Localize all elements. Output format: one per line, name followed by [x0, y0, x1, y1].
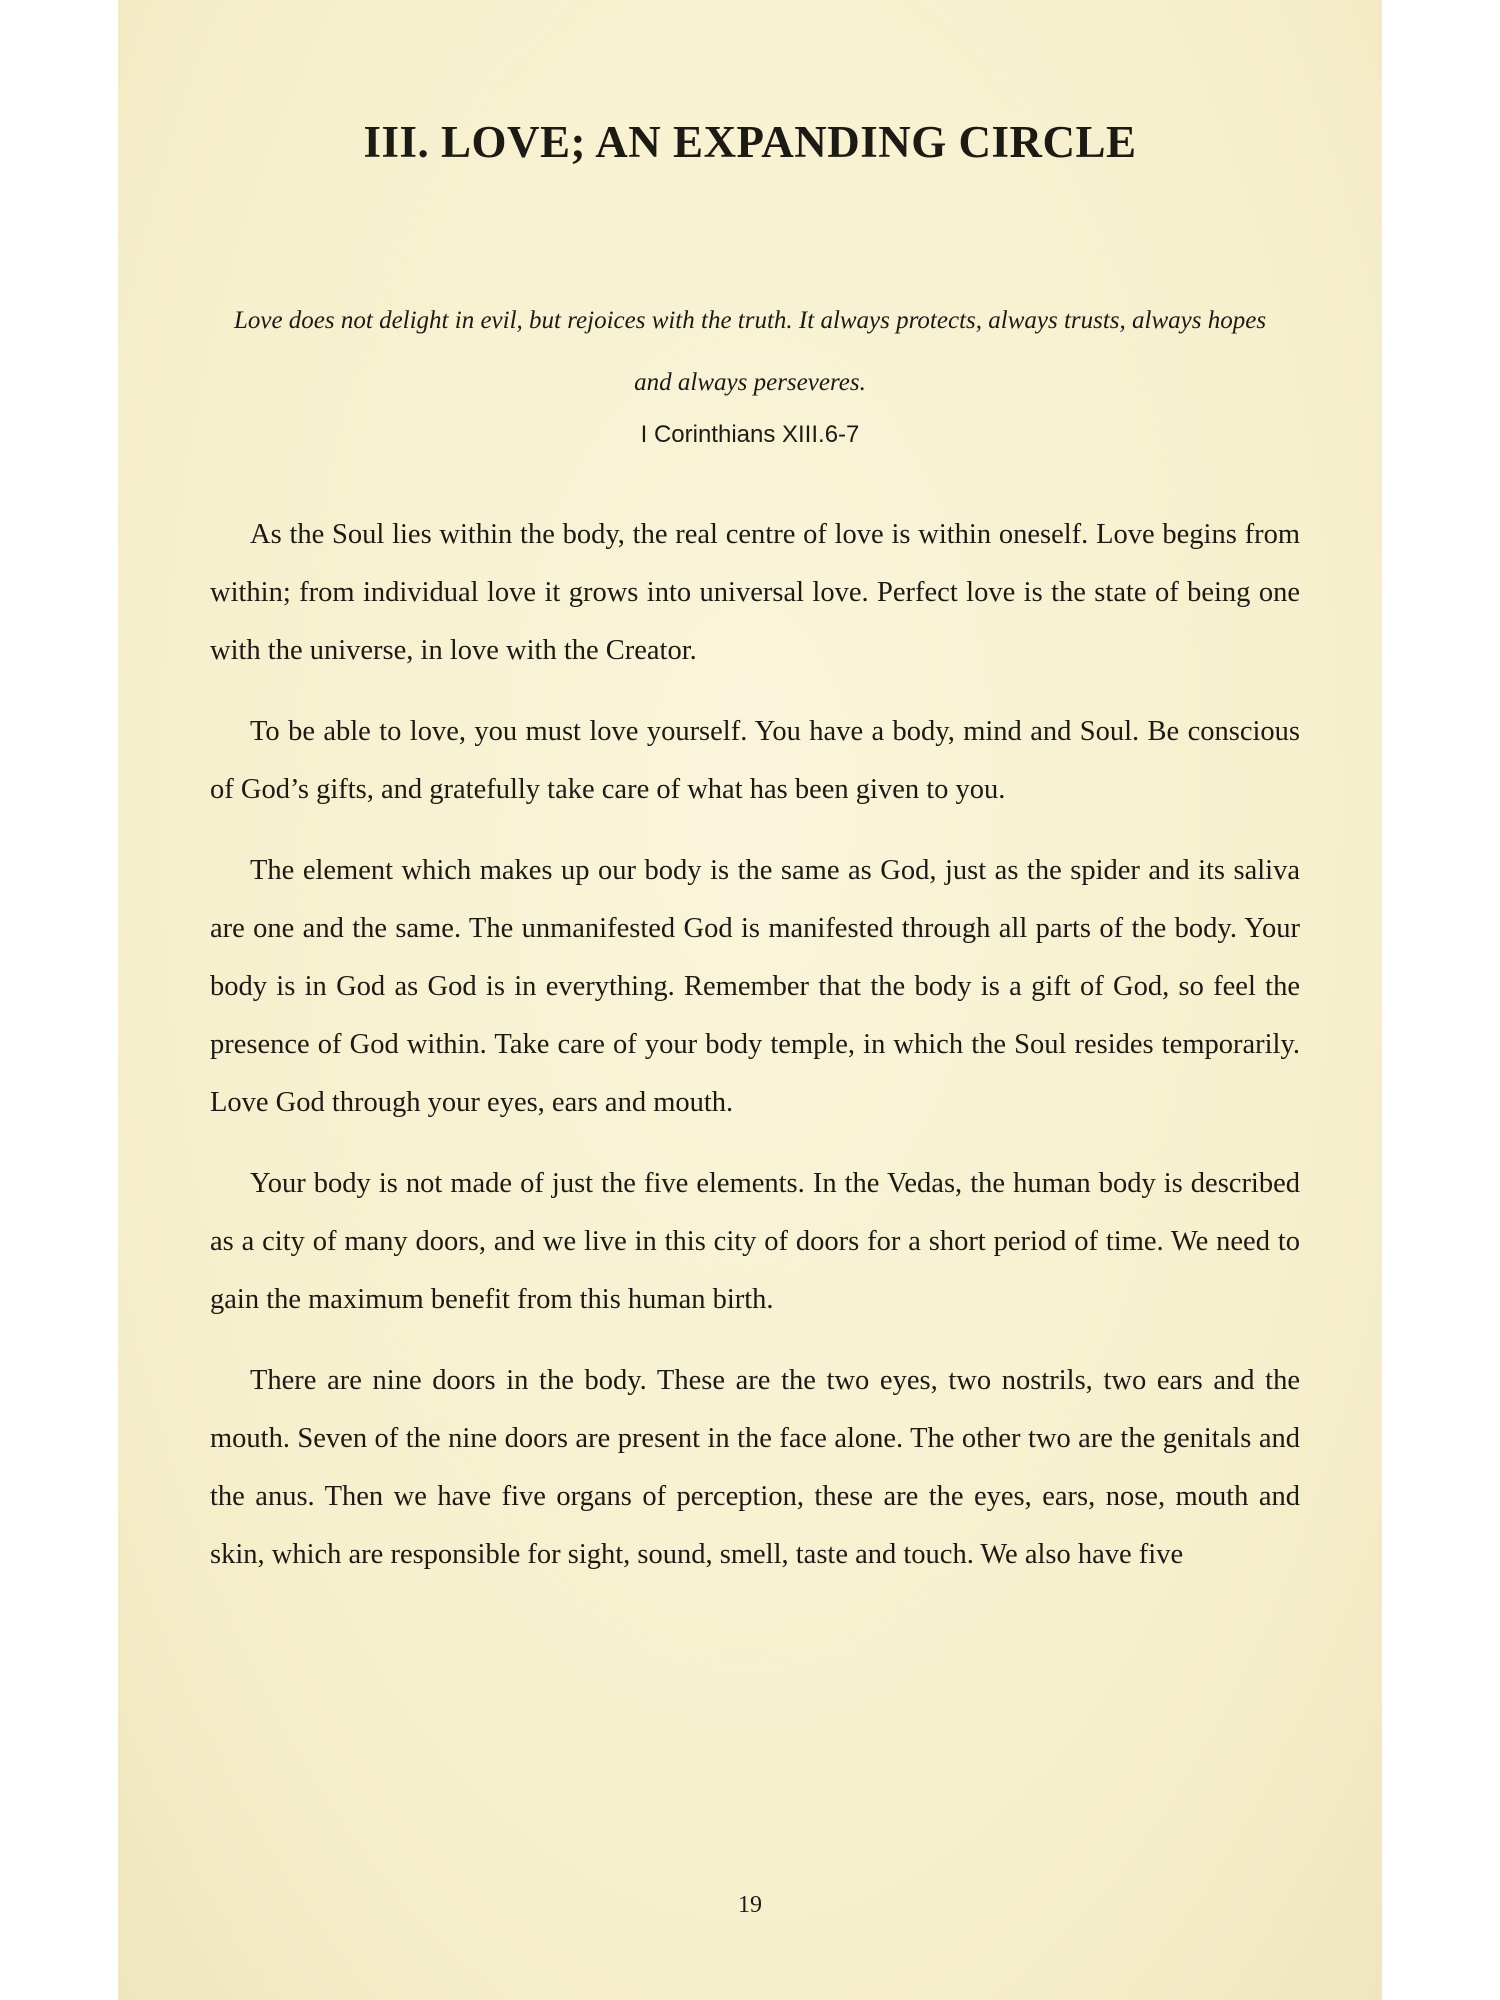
- paragraph: There are nine doors in the body. These are the two eyes, two nostrils, two ears and the mouth. Seven of the nine doors are present in the face alone. The other two are the genitals and the anus. Then we have five organs of perception, these are the eyes, ears, nose, mouth and skin, which are responsible for sight, sound, smell, taste and touch. We also have five: [210, 1365, 1300, 1570]
- epigraph-citation: I Corinthians XIII.6-7: [640, 421, 860, 448]
- paragraph: Your body is not made of just the five elements. In the Vedas, the human body is described as a city of many doors, and we live in this city of doors for a short period of time. We need to gain the maximum benefit from this human birth.: [210, 1168, 1300, 1315]
- chapter-title: III. LOVE; AN EXPANDING CIRCLE: [363, 117, 1137, 167]
- body-text: [210, 506, 1300, 1607]
- epigraph-quote: Love does not delight in evil, but rejoices with the truth. It always protects, always trusts, always hopes and always perseveres.: [233, 307, 1267, 396]
- paragraph: As the Soul lies within the body, the real centre of love is within oneself. Love begins from within; from individual love it grows into universal love. Perfect love is the state of being one with the universe, in love with the Creator.: [210, 519, 1300, 666]
- paragraph: The element which makes up our body is the same as God, just as the spider and its saliva are one and the same. The unmanifested God is manifested through all parts of the body. Your body is in God as God is in everything. Remember that the body is a gift of God, so feel the presence of God within. Take care of your body temple, in which the Soul resides temporarily. Love God through your eyes, ears and mouth.: [210, 855, 1300, 1118]
- book-page: [118, 0, 1382, 2000]
- page-number: 19: [738, 1892, 762, 1918]
- paragraph: To be able to love, you must love yourself. You have a body, mind and Soul. Be conscious of God’s gifts, and gratefully take care of what has been given to you.: [210, 716, 1300, 805]
